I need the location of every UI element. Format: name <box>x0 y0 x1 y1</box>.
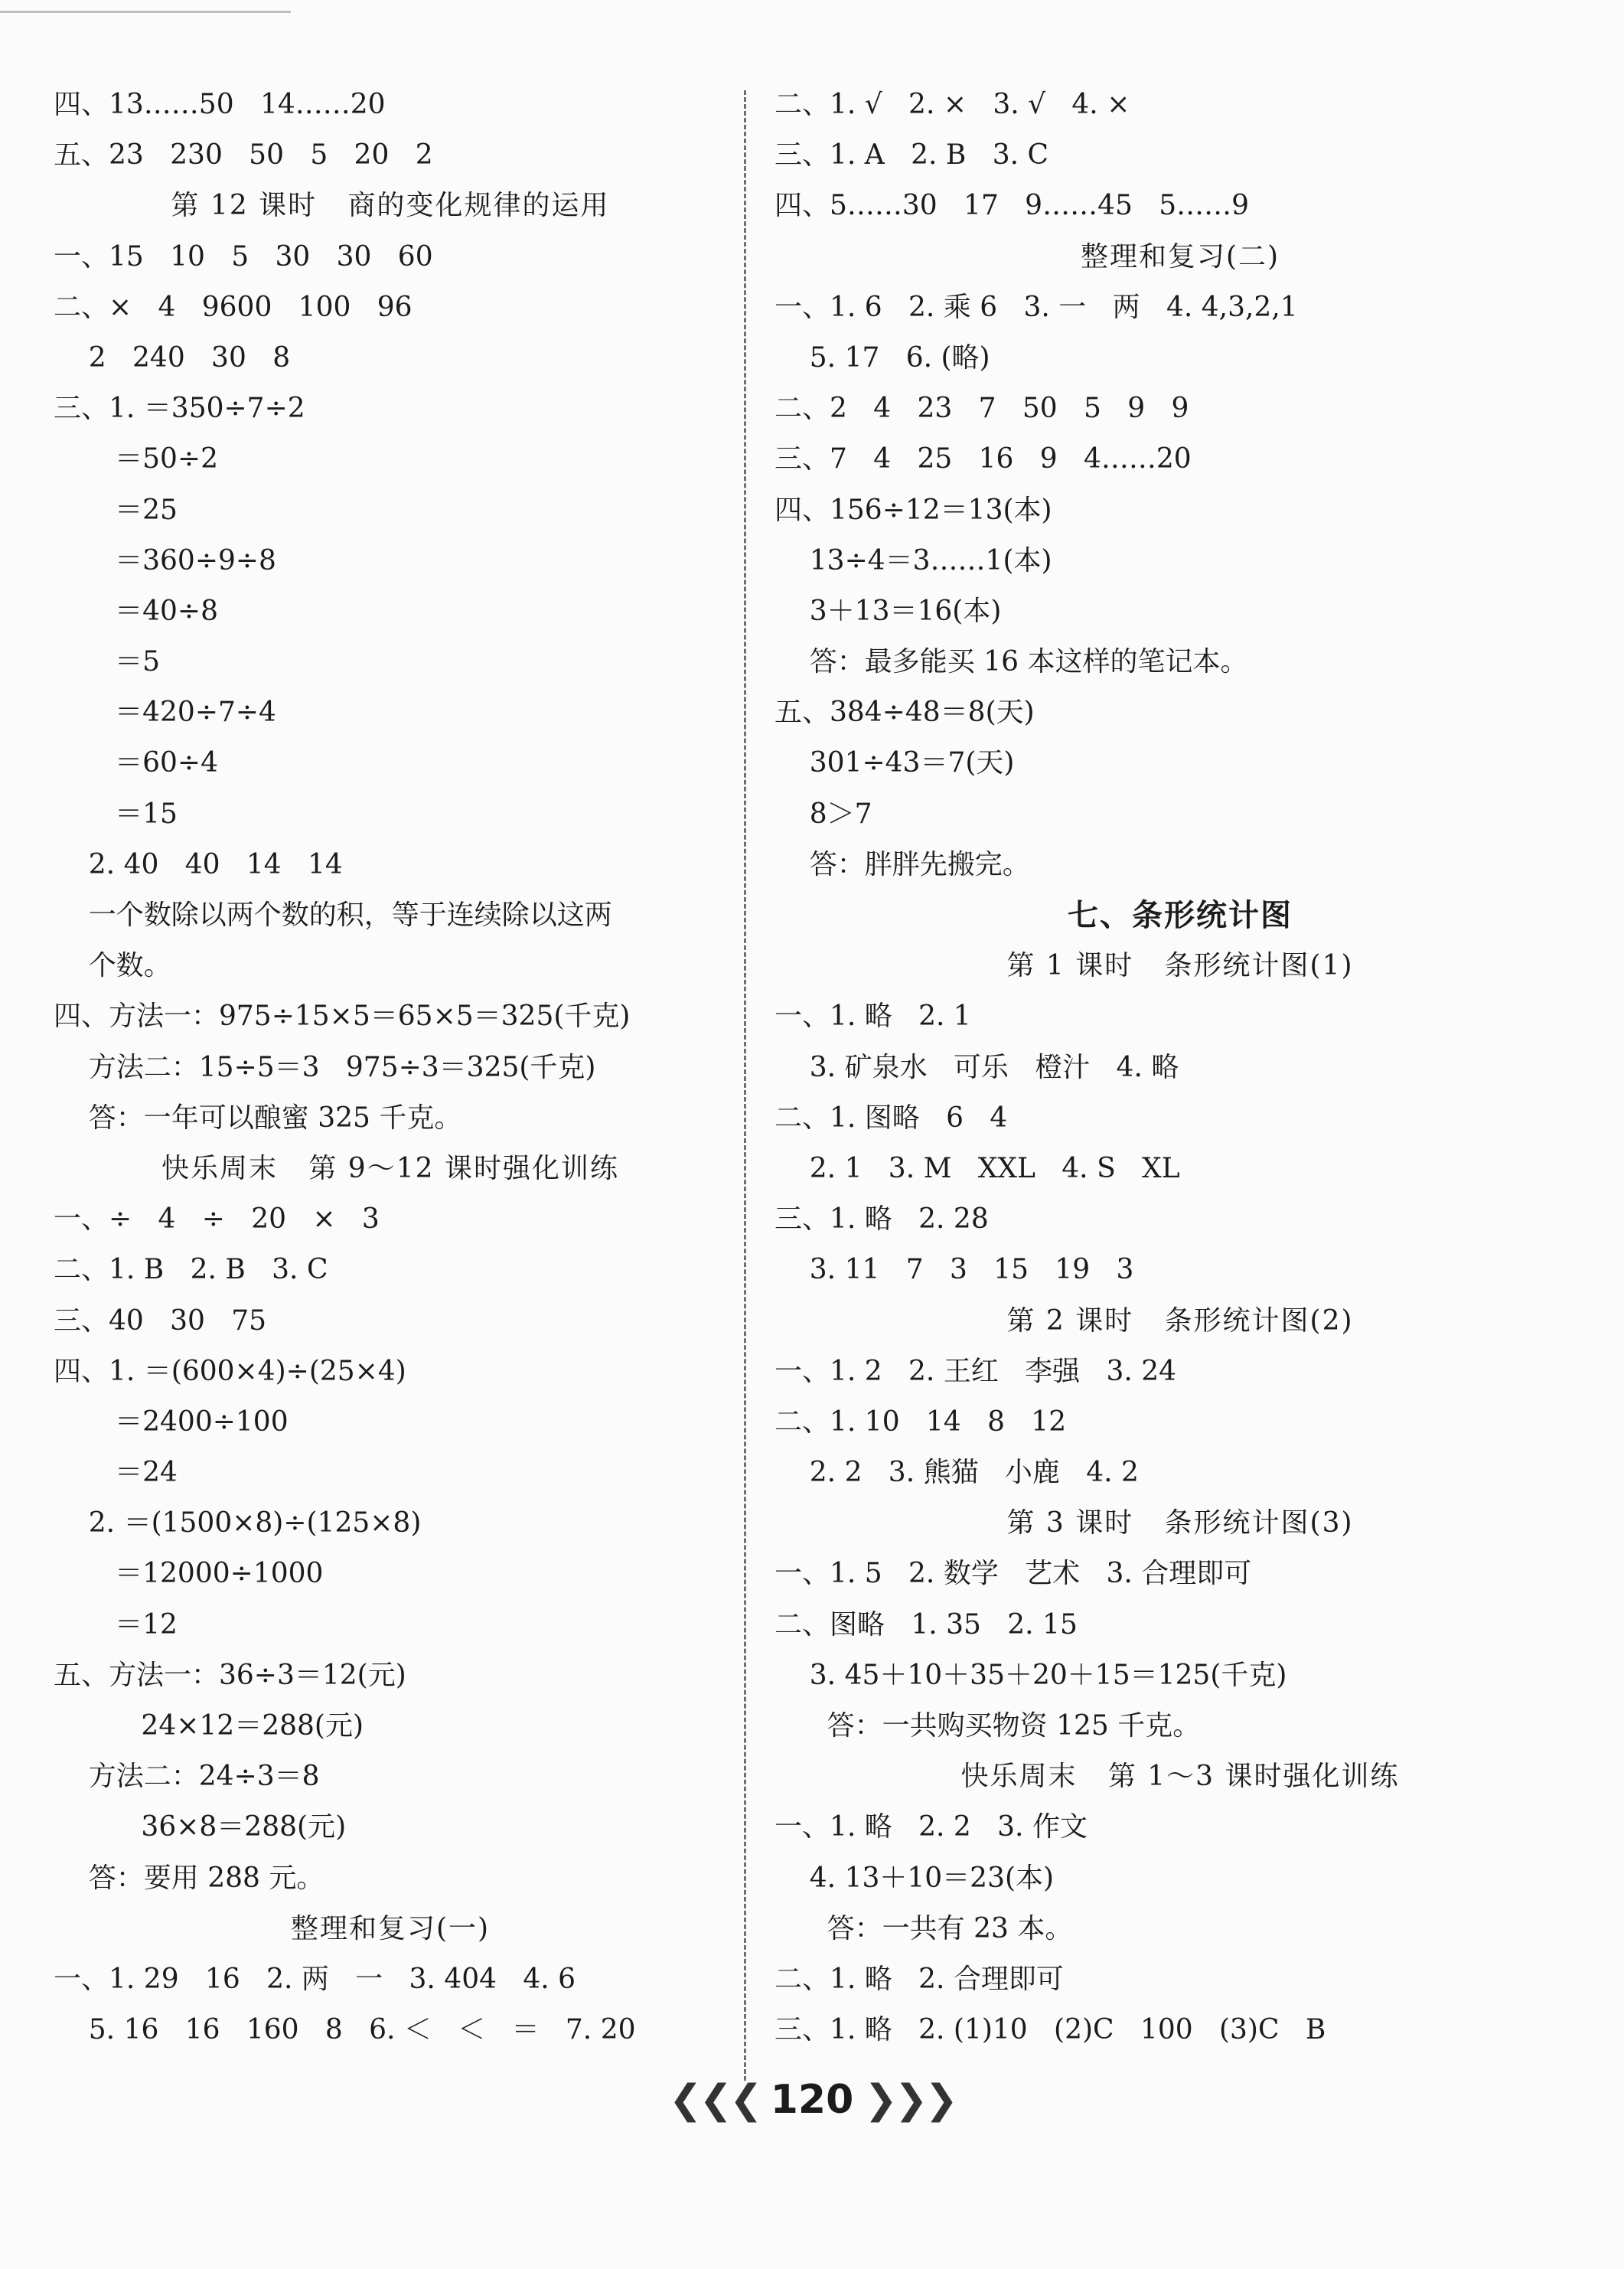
answer-line: 2. 2 3. 熊猫 小鹿 4. 2 <box>774 1457 1139 1489</box>
answer-line: 答：一共有 23 本。 <box>774 1912 1073 1944</box>
answer-line: 一、1. 6 2. 乘 6 3. 一 两 4. 4,3,2,1 <box>774 291 1298 323</box>
section-heading: 整理和复习(二) <box>1080 240 1280 273</box>
answer-line: 一、15 10 5 30 30 60 <box>54 240 433 273</box>
answer-line: 二、× 4 9600 100 96 <box>54 291 413 323</box>
answer-line: 一、1. 略 2. 1 <box>774 1001 971 1033</box>
left-column <box>54 80 727 2055</box>
answer-line: 3. 11 7 3 15 19 3 <box>774 1254 1134 1286</box>
answer-line: 三、1. ＝350÷7÷2 <box>54 393 305 425</box>
answer-line: 三、7 4 25 16 9 4……20 <box>774 443 1192 475</box>
right-column <box>774 80 1586 2055</box>
answer-line: 一、1. 5 2. 数学 艺术 3. 合理即可 <box>774 1558 1252 1590</box>
answer-line: 五、方法一：36÷3＝12(元) <box>54 1659 406 1691</box>
answer-line: 答：一年可以酿蜜 325 千克。 <box>54 1102 462 1134</box>
answer-line: ＝420÷7÷4 <box>54 697 276 729</box>
answer-line: 一、1. 略 2. 2 3. 作文 <box>774 1811 1088 1843</box>
answer-line: 方法二：15÷5＝3 975÷3＝325(千克) <box>54 1051 596 1083</box>
answer-line: 3. 45＋10＋35＋20＋15＝125(千克) <box>774 1659 1287 1691</box>
answer-line: ＝40÷8 <box>54 595 218 627</box>
page-deco-left: ❮❮❮ <box>669 2077 760 2123</box>
section-heading: 整理和复习(一) <box>290 1912 491 1944</box>
answer-line: 三、1. A 2. B 3. C <box>774 139 1049 171</box>
section-heading: 快乐周末 第 9～12 课时强化训练 <box>161 1152 619 1184</box>
answer-line: ＝2400÷100 <box>54 1405 289 1438</box>
answer-line: 2. 40 40 14 14 <box>54 848 343 880</box>
answer-line: 二、1. √ 2. × 3. √ 4. × <box>774 89 1130 120</box>
answer-line: 301÷43＝7(天) <box>774 747 1015 779</box>
answer-line: 二、图略 1. 35 2. 15 <box>774 1608 1078 1641</box>
answer-line: 二、1. 略 2. 合理即可 <box>774 1963 1064 1995</box>
answer-line: 四、13……50 14……20 <box>54 89 386 120</box>
answer-line: 答：一共购买物资 125 千克。 <box>774 1710 1201 1742</box>
answer-line: 3＋13＝16(本) <box>774 595 1002 627</box>
answer-line: ＝25 <box>54 494 178 526</box>
section-heading: 第 3 课时 条形统计图(3) <box>1006 1507 1354 1539</box>
answer-line: ＝15 <box>54 798 178 830</box>
answer-line: 5. 17 6. (略) <box>774 341 990 374</box>
page-number-footer <box>0 2073 1624 2127</box>
answer-line: 二、1. 图略 6 4 <box>774 1102 1008 1134</box>
section-heading: 第 12 课时 商的变化规律的运用 <box>171 190 610 222</box>
answer-line: 答：胖胖先搬完。 <box>774 848 1030 880</box>
top-rule <box>0 11 291 13</box>
answer-line: 3. 矿泉水 可乐 橙汁 4. 略 <box>774 1051 1179 1083</box>
answer-line: 二、1. B 2. B 3. C <box>54 1254 328 1286</box>
answer-line: ＝60÷4 <box>54 747 218 779</box>
section-heading: 第 1 课时 条形统计图(1) <box>1006 950 1354 982</box>
answer-line: 36×8＝288(元) <box>54 1811 347 1843</box>
answer-line: 三、40 30 75 <box>54 1304 267 1337</box>
answer-line: ＝360÷9÷8 <box>54 544 276 576</box>
answer-line: 一、1. 29 16 2. 两 一 3. 404 4. 6 <box>54 1963 576 1995</box>
answer-line: 五、23 230 50 5 20 2 <box>54 139 433 171</box>
column-divider <box>744 90 746 2081</box>
answer-line: 二、1. 10 14 8 12 <box>774 1405 1067 1438</box>
section-heading: 七、条形统计图 <box>1068 897 1293 933</box>
answer-line: 个数。 <box>54 950 171 982</box>
answer-line: 方法二：24÷3＝8 <box>54 1761 320 1793</box>
answer-line: 三、1. 略 2. 28 <box>774 1203 989 1236</box>
answer-line: 五、384÷48＝8(天) <box>774 697 1035 729</box>
answer-line: 13÷4＝3……1(本) <box>774 544 1052 576</box>
answer-line: 四、156÷12＝13(本) <box>774 494 1052 526</box>
answer-line: 一个数除以两个数的积，等于连续除以这两 <box>54 899 612 931</box>
answer-line: 三、1. 略 2. (1)10 (2)C 100 (3)C B <box>774 2014 1326 2046</box>
answer-line: 四、方法一：975÷15×5＝65×5＝325(千克) <box>54 1001 631 1033</box>
answer-line: 8＞7 <box>774 798 872 830</box>
page-deco-right: ❯❯❯ <box>864 2077 955 2123</box>
answer-line: 2. 1 3. M XXL 4. S XL <box>774 1152 1180 1184</box>
answer-line: ＝24 <box>54 1457 178 1489</box>
answer-line: 二、2 4 23 7 50 5 9 9 <box>774 393 1189 425</box>
answer-line: 4. 13＋10＝23(本) <box>774 1862 1055 1894</box>
answer-line: 四、5……30 17 9……45 5……9 <box>774 190 1250 222</box>
section-heading: 第 2 课时 条形统计图(2) <box>1006 1304 1354 1337</box>
answer-line: 2 240 30 8 <box>54 341 291 374</box>
answer-line: ＝50÷2 <box>54 443 218 475</box>
page-number: 120 <box>770 2077 854 2123</box>
answer-line: 四、1. ＝(600×4)÷(25×4) <box>54 1355 406 1387</box>
answer-line: 24×12＝288(元) <box>54 1710 364 1742</box>
answer-line: 一、÷ 4 ÷ 20 × 3 <box>54 1203 380 1236</box>
answer-line: 答：最多能买 16 本这样的笔记本。 <box>774 646 1248 678</box>
answer-line: 答：要用 288 元。 <box>54 1862 324 1894</box>
answer-line: ＝12000÷1000 <box>54 1558 324 1590</box>
answer-line: 2. ＝(1500×8)÷(125×8) <box>54 1507 422 1539</box>
answer-line: 一、1. 2 2. 王红 李强 3. 24 <box>774 1355 1177 1387</box>
section-heading: 快乐周末 第 1～3 课时强化训练 <box>960 1761 1400 1793</box>
answer-line: ＝12 <box>54 1608 178 1641</box>
answer-line: ＝5 <box>54 646 161 678</box>
answer-line: 5. 16 16 160 8 6. ＜ ＜ ＝ 7. 20 <box>54 2014 636 2046</box>
